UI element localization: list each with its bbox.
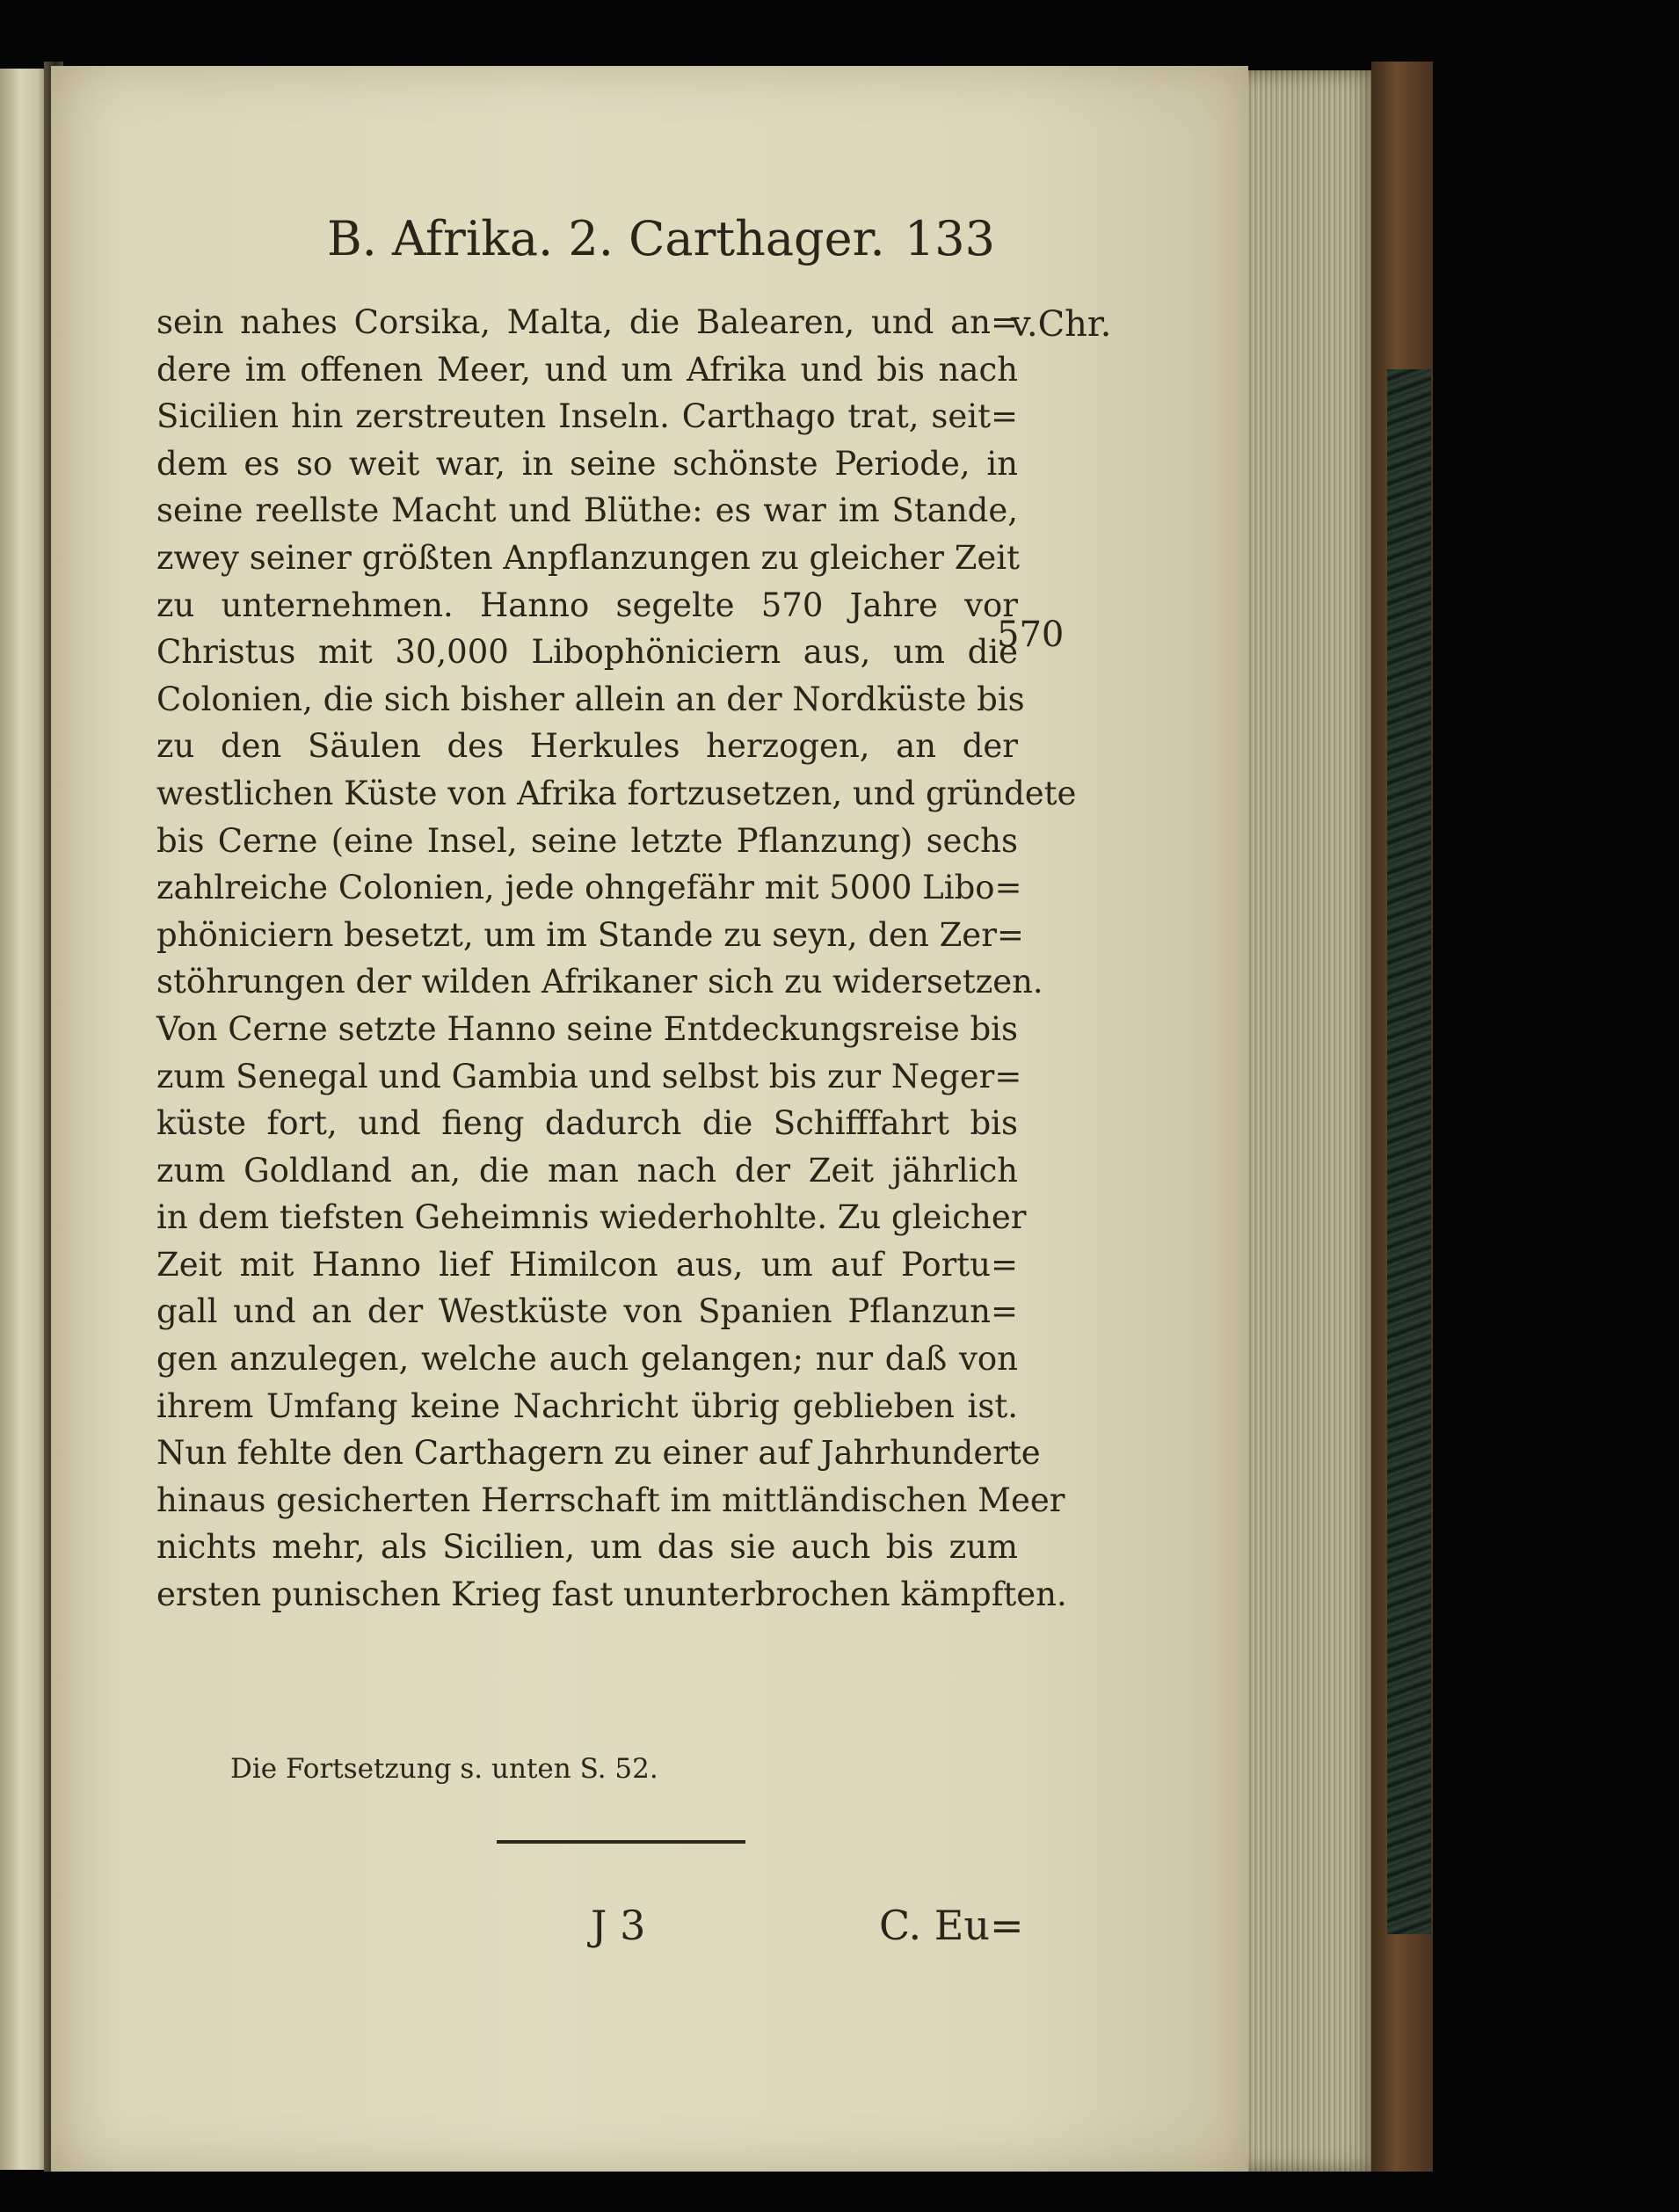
text-line: phöniciern besetzt, um im Stande zu seyn, den Zer= <box>156 915 1024 954</box>
text-line: in dem tiefsten Geheimnis wiederhohlte. Zu gleicher <box>156 1198 1027 1237</box>
text-line: westlichen Küste von Afrika fortzusetzen, und gründete <box>156 774 1077 812</box>
text-line: zum Goldland an, die man nach der Zeit jährlich <box>156 1151 1018 1190</box>
text-line: gall und an der Westküste von Spanien Pflanzun= <box>156 1292 1018 1331</box>
text-line: Colonien, die sich bisher allein an der Nordküste bis <box>156 680 1025 718</box>
text-line: seine reellste Macht und Blüthe: es war im Stande, <box>156 491 1018 530</box>
text-line: dem es so weit war, in seine schönste Periode, in <box>156 444 1018 483</box>
text-line: Zeit mit Hanno lief Himilcon aus, um auf Portu= <box>156 1245 1018 1284</box>
text-line: Von Cerne setzte Hanno seine Entdeckungsreise bis <box>156 1009 1018 1048</box>
text-line: gen anzulegen, welche auch gelangen; nur daß von <box>156 1340 1018 1379</box>
marbled-cover-strip <box>1387 369 1431 1934</box>
text-line: ersten punischen Krieg fast ununterbrochen kämpften. <box>156 1575 1067 1614</box>
text-line: dere im offenen Meer, und um Afrika und bis nach <box>156 350 1018 389</box>
text-line: zahlreiche Colonien, jede ohngefähr mit 5000 Libo= <box>156 869 1022 907</box>
running-header-title: B. Afrika. 2. Carthager. <box>327 211 885 266</box>
text-line: sein nahes Corsika, Malta, die Balearen, und an= <box>156 303 1018 341</box>
continuation-note: Die Fortsetzung s. unten S. 52. <box>230 1753 658 1785</box>
text-line: Christus mit 30,000 Libophöniciern aus, um die <box>156 633 1018 672</box>
text-line: ihrem Umfang keine Nachricht übrig geblieben ist. <box>156 1386 1018 1425</box>
text-line: stöhrungen der wilden Afrikaner sich zu widersetzen. <box>156 963 1043 1001</box>
text-line: zu den Säulen des Herkules herzogen, an der <box>156 727 1018 766</box>
text-line: hinaus gesicherten Herrschaft im mittländischen Meer <box>156 1481 1065 1519</box>
text-line: zwey seiner größten Anpflanzungen zu gleicher Zeit <box>156 538 1020 577</box>
margin-note-v-chr: v.Chr. <box>1011 304 1112 345</box>
text-line: zum Senegal und Gambia und selbst bis zur Neger= <box>156 1057 1022 1095</box>
text-line: zu unternehmen. Hanno segelte 570 Jahre vor <box>156 586 1018 624</box>
text-line: bis Cerne (eine Insel, seine letzte Pflanzung) sechs <box>156 821 1018 860</box>
margin-note-year: 570 <box>997 615 1065 655</box>
closing-rule <box>497 1840 745 1844</box>
page-block-edges <box>1241 70 1382 2172</box>
text-line: Sicilien hin zerstreuten Inseln. Carthago trat, seit= <box>156 397 1018 436</box>
text-line: küste fort, und fieng dadurch die Schifffahrt bis <box>156 1104 1018 1143</box>
text-line: Nun fehlte den Carthagern zu einer auf Jahrhunderte <box>156 1434 1041 1473</box>
signature-mark: J 3 <box>591 1902 646 1949</box>
running-header <box>327 204 995 274</box>
catchword: C. Eu= <box>879 1902 1024 1949</box>
page-number: 133 <box>904 211 995 266</box>
text-line: nichts mehr, als Sicilien, um das sie auch bis zum <box>156 1528 1018 1567</box>
